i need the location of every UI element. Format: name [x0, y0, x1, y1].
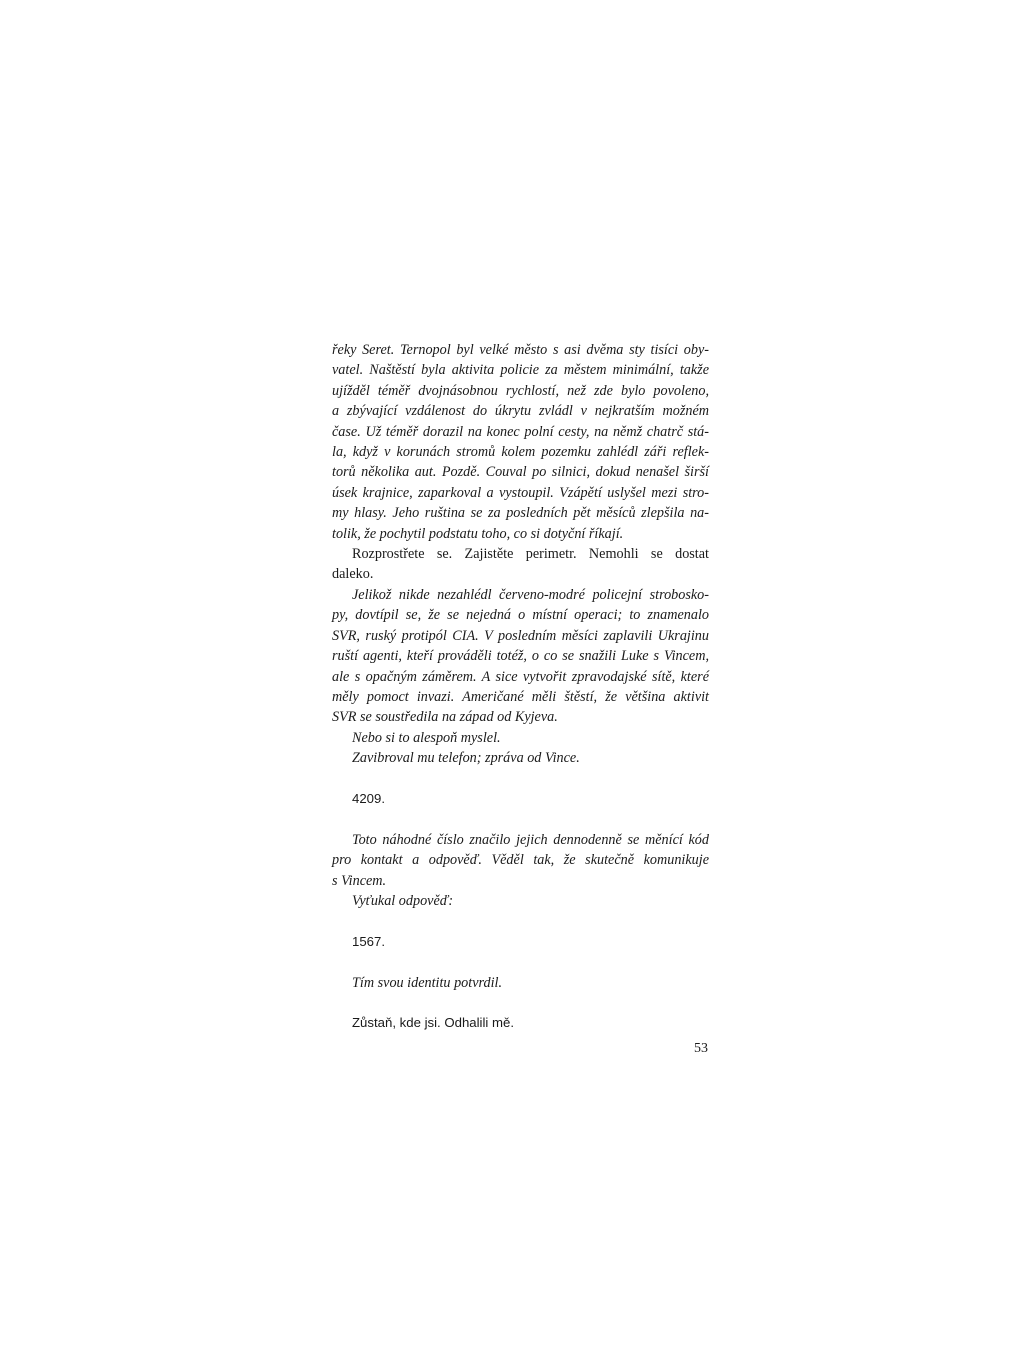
page-number: 53	[694, 1041, 708, 1056]
text-message-code: 4209.	[352, 790, 386, 806]
text-line: a zbývající vzdálenost do úkrytu zvládl v nejkratším možném	[332, 403, 709, 420]
text-line: SVR se soustředila na západ od Kyjeva.	[332, 709, 558, 726]
text-line: úsek krajnice, zaparkoval a vystoupil. Vzápětí uslyšel mezi stro-	[332, 484, 709, 501]
paragraph-russian-speech	[332, 544, 709, 585]
paragraph-identity: Tím svou identitu potvrdil.	[352, 974, 503, 991]
text-line: torů několika aut. Pozdě. Couval po silnici, dokud nenašel širší	[332, 464, 709, 481]
text-line: pro kontakt a odpověď. Věděl tak, že skutečně komunikuje	[332, 852, 709, 869]
text-line: SVR, ruský protipól CIA. V posledním měsíci zaplavili Ukrajinu	[332, 627, 709, 644]
text-line: Rozprostřete se. Zajistěte perimetr. Nemohli se dostat	[352, 546, 709, 563]
page-text	[332, 340, 709, 1034]
text-line: tolik, že pochytil podstatu toho, co si dotyční říkají.	[332, 525, 624, 542]
text-line: vatel. Naštěstí byla aktivita policie za městem minimální, takže	[332, 362, 709, 379]
spacer	[332, 769, 709, 789]
text-line: py, dovtípil se, že se nejedná o místní operaci; to znamenalo	[332, 607, 709, 624]
text-line: ujížděl téměř dvojnásobnou rychlostí, než zde bylo povoleno,	[332, 382, 709, 399]
paragraph-svr	[332, 585, 709, 728]
paragraph-chase	[332, 340, 709, 544]
text-line: řeky Seret. Ternopol byl velké město s asi dvěma sty tisíci oby-	[332, 342, 709, 358]
text-line: měly pomoct invazi. Američané měli štěstí, že většina aktivit	[332, 688, 709, 705]
text-line: s Vincem.	[332, 872, 387, 889]
paragraph-thought: Nebo si to alespoň myslel.	[352, 729, 501, 746]
text-line: čase. Už téměř dorazil na konec polní cesty, na němž chatrč stá-	[332, 423, 709, 440]
text-line: my hlasy. Jeho ruština se za posledních pět měsíců zlepšila na-	[332, 505, 709, 522]
text-message-warning: Zůstaň, kde jsi. Odhalili mě.	[352, 1015, 514, 1031]
text-line: daleko.	[332, 566, 374, 583]
spacer	[332, 952, 709, 972]
text-line: Jelikož nikde nezahlédl červeno-modré policejní strobosko-	[352, 586, 709, 603]
text-message-reply-code: 1567.	[352, 933, 386, 949]
spacer	[332, 911, 709, 931]
text-line: la, když v korunách stromů kolem pozemku zahlédl záři reflek-	[332, 444, 709, 461]
text-line: ale s opačným záměrem. A sice vytvořit zpravodajské sítě, které	[332, 668, 709, 685]
spacer	[332, 809, 709, 829]
paragraph-reply: Vyťukal odpověď:	[352, 892, 454, 909]
text-line: ruští agenti, kteří prováděli totéž, o co se snažili Luke s Vincem,	[332, 648, 709, 665]
paragraph-phone-vibrate: Zavibroval mu telefon; zpráva od Vince.	[352, 750, 580, 767]
paragraph-code-explanation	[332, 830, 709, 891]
text-line: Toto náhodné číslo značilo jejich dennodenně se měnící kód	[352, 831, 709, 848]
spacer	[332, 993, 709, 1013]
